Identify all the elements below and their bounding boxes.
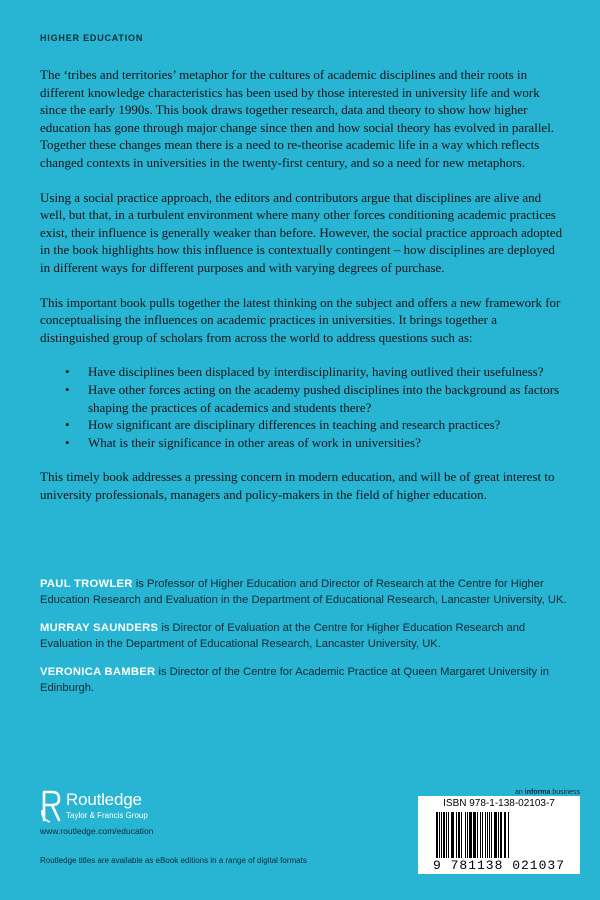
barcode-bar: [436, 812, 438, 858]
barcode-bar: [465, 812, 466, 858]
barcode-bar: [504, 812, 506, 858]
informa-tagline: [480, 789, 580, 796]
questions-list: [40, 363, 568, 451]
barcode-bar: [443, 812, 445, 858]
publisher-subtitle: Taylor & Francis Group: [66, 811, 148, 820]
barcode-bar: [480, 812, 481, 858]
barcode-bar: [487, 812, 488, 858]
informa-brand: informa: [524, 789, 551, 796]
barcode-number: 9 781138 021037: [432, 858, 566, 873]
barcode-bar: [469, 812, 472, 858]
barcode-bar: [477, 812, 478, 858]
author-bio: [40, 577, 570, 608]
barcode-bar: [461, 812, 462, 858]
barcode-bar: [473, 812, 476, 858]
informa-suffix: business: [550, 789, 580, 796]
barcode-bar: [458, 812, 460, 858]
author-name: PAUL TROWLER: [40, 578, 133, 590]
author-bio-text: is Director of the Centre for Academic Practice at Queen Margaret University in Edinburgh.: [40, 666, 549, 694]
author-bio-text: is Director of Evaluation at the Centre for Higher Education Research and Evaluation in the Department of Educational Research, Lancaster University, UK.: [40, 622, 526, 650]
barcode-bar: [441, 812, 442, 858]
question-item: • Have disciplines been displaced by interdisciplinarity, having outlived their usefulness?: [40, 363, 568, 381]
publisher-logo: [40, 790, 260, 830]
question-item: • What is their significance in other areas of work in universities?: [40, 434, 568, 452]
blurb-paragraph-3: This important book pulls together the latest thinking on the subject and offers a new framework for conceptualising the influences on academic practices in universities. It brings together a distinguished group of scholars from across the world to address questions such as:: [40, 294, 561, 345]
blurb: [40, 66, 568, 520]
barcode-bar: [448, 812, 449, 858]
blurb-paragraph-1: The ‘tribes and territories’ metaphor for the cultures of academic disciplines and their roots in different knowledge characteristics has been used by those interested in university life and work since the early 1990s. This book draws together research, data and theory to show how higher education has gone through major change since then and how social theory has evolved in parallel. Together these changes mean there is a need to re-theorise academic life in a way which reflects changed contexts in universities in the twenty-first century, and so a need for new metaphors.: [40, 67, 555, 170]
barcode-bar: [446, 812, 447, 858]
author-bio-text: is Professor of Higher Education and Director of Research at the Centre for Higher Education Research and Evaluation in the Department of Educational Research, Lancaster University, UK.: [40, 578, 567, 606]
barcode-bar: [494, 812, 497, 858]
question-item: • Have other forces acting on the academy pushed disciplines into the background as factors shaping the practices of academics and students there?: [40, 381, 568, 416]
barcode-bar: [467, 812, 468, 858]
barcode-bars: [436, 812, 574, 858]
barcode-bar: [489, 812, 490, 858]
author-name: VERONICA BAMBER: [40, 666, 156, 678]
barcode-bar: [482, 812, 483, 858]
barcode-bar: [456, 812, 457, 858]
barcode-bar: [508, 812, 509, 858]
blurb-paragraph-2: Using a social practice approach, the editors and contributors argue that disciplines are alive and well, but that, in a turbulent environment where many other forces conditioning academic practices exist, their influence is generally weaker than before. However, the social practice approach adopted in the book highlights how this influence is contextually contingent – how disciplines are deployed in different ways for different purposes and with varying degrees of purchase.: [40, 189, 563, 275]
author-bios: [40, 577, 570, 709]
question-item: • How significant are disciplinary differences in teaching and research practices?: [40, 416, 568, 434]
publisher-name: Routledge: [66, 790, 142, 809]
barcode-bar: [498, 812, 499, 858]
barcode-bar: [491, 812, 492, 858]
routledge-mark-icon: [40, 790, 62, 824]
isbn-text: ISBN 978-1-138-02103-7: [443, 798, 555, 809]
blurb-paragraph-4: This timely book addresses a pressing concern in modern education, and will be of great interest to university professionals, managers and policy-makers in the field of higher education.: [40, 469, 555, 502]
barcode-bar: [439, 812, 440, 858]
barcode-bar: [451, 812, 454, 858]
publisher-website[interactable]: www.routledge.com/education: [40, 826, 154, 836]
author-bio: [40, 621, 570, 652]
barcode: [418, 796, 580, 874]
ebook-note: Routledge titles are available as eBook editions in a range of digital formats: [40, 856, 307, 865]
barcode-bar: [485, 812, 486, 858]
author-bio: [40, 665, 570, 696]
informa-prefix: an: [515, 789, 525, 796]
barcode-bar: [500, 812, 502, 858]
author-name: MURRAY SAUNDERS: [40, 622, 159, 634]
category-label: HIGHER EDUCATION: [40, 33, 144, 43]
